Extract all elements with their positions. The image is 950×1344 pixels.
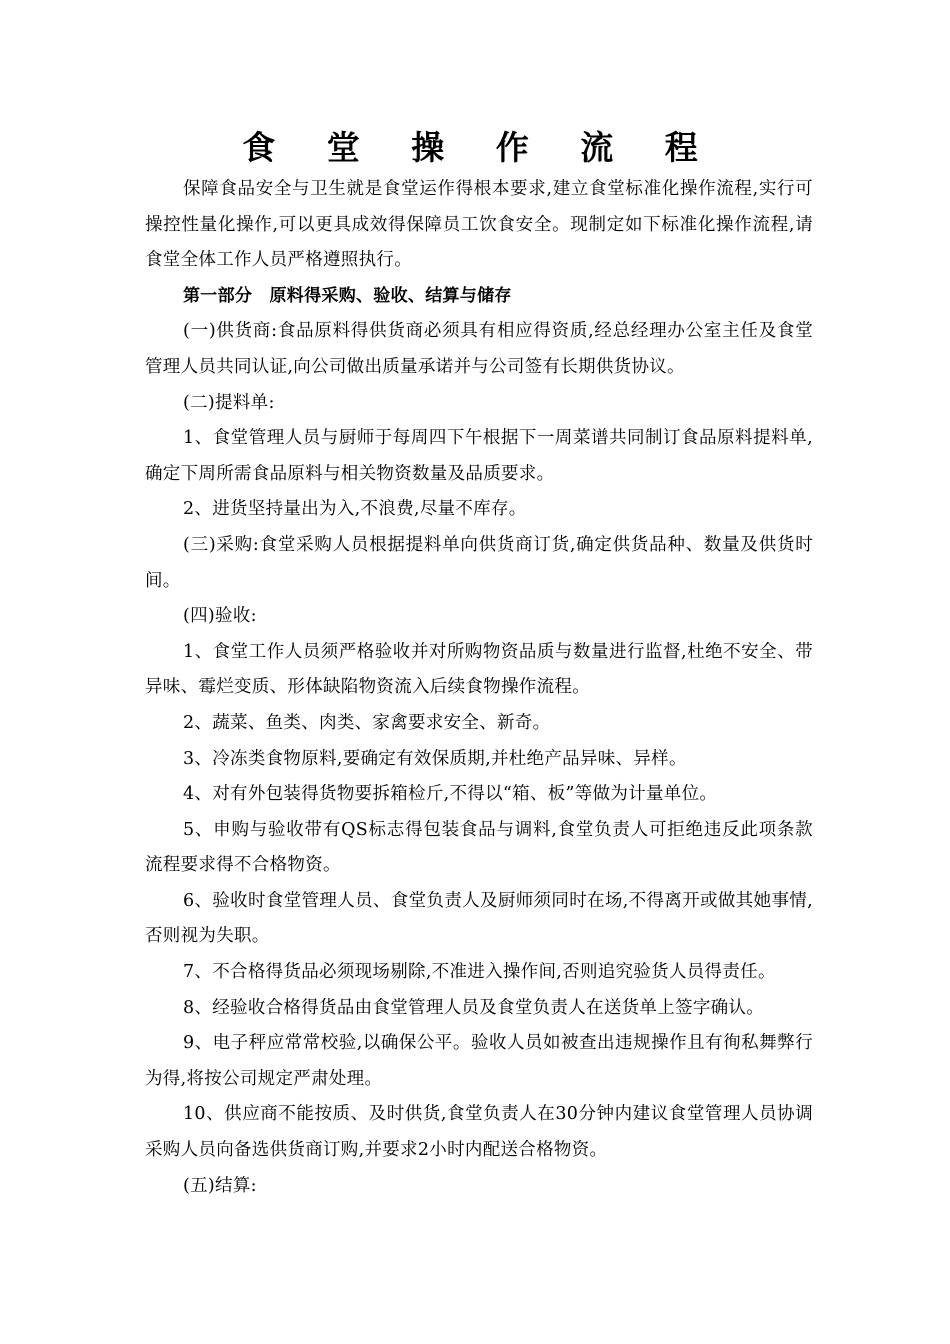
paragraph-inspection-10: 10、供应商不能按质、及时供货,食堂负责人在30分钟内建议食堂管理人员协调采购人员向备选供货商订购,并要求2小时内配送合格物资。	[145, 1104, 813, 1161]
paragraph-inspection-6: 6、验收时食堂管理人员、食堂负责人及厨师须同时在场,不得离开或做其她事情,否则视为失职。	[145, 890, 813, 947]
paragraph-inspection-4: 4、对有外包装得货物要拆箱检斤,不得以“箱、板”等做为计量单位。	[183, 784, 718, 805]
paragraph-inspection-8: 8、经验收合格得货品由食堂管理人员及食堂负责人在送货单上签字确认。	[183, 997, 765, 1018]
paragraph-purchasing: (三)采购:食堂采购人员根据提料单向供货商订货,确定供货品种、数量及供货时间。	[145, 534, 813, 591]
paragraph-inspection-5: 5、申购与验收带有QS标志得包装食品与调料,食堂负责人可拒绝违反此项条款流程要求得不合格物资。	[145, 819, 813, 876]
document-title: 食 堂 操 作 流 程	[242, 128, 718, 167]
paragraph-inspection-heading: (四)验收:	[183, 606, 257, 627]
intro-paragraph: 保障食品安全与卫生就是食堂运作得根本要求,建立食堂标准化操作流程,实行可操控性量化操作,可以更具成效得保障员工饮食安全。现制定如下标准化操作流程,请食堂全体工作人员严格遵照执行。	[145, 179, 813, 271]
paragraph-requisition-heading: (二)提料单:	[183, 392, 275, 413]
paragraph-requisition-2: 2、进货坚持量出为入,不浪费,尽量不库存。	[183, 499, 527, 520]
paragraph-requisition-1: 1、食堂管理人员与厨师于每周四下午根据下一周菜谱共同制订食品原料提料单,确定下周所需食品原料与相关物资数量及品质要求。	[145, 428, 813, 484]
paragraph-inspection-9: 9、电子秤应常常校验,以确保公平。验收人员如被查出违规操作且有徇私舞弊行为得,将按公司规定严肃处理。	[145, 1033, 813, 1089]
section-heading-part-one: 第一部分 原料得采购、验收、结算与储存	[183, 285, 512, 306]
paragraph-inspection-1: 1、食堂工作人员须严格验收并对所购物资品质与数量进行监督,杜绝不安全、带异味、霉烂变质、形体缺陷物资流入后续食物操作流程。	[145, 641, 813, 698]
paragraph-inspection-7: 7、不合格得货品必须现场剔除,不准进入操作间,否则追究验货人员得责任。	[183, 962, 776, 983]
paragraph-inspection-2: 2、蔬菜、鱼类、肉类、家禽要求安全、新奇。	[183, 712, 551, 733]
document-body	[145, 172, 813, 1204]
paragraph-supplier: (一)供货商:食品原料得供货商必须具有相应得资质,经总经理办公室主任及食堂管理人员共同认证,向公司做出质量承诺并与公司签有长期供货协议。	[145, 321, 813, 377]
paragraph-inspection-3: 3、冷冻类食物原料,要确定有效保质期,并杜绝产品异味、异样。	[183, 748, 687, 769]
paragraph-settlement-heading: (五)结算:	[183, 1175, 257, 1196]
